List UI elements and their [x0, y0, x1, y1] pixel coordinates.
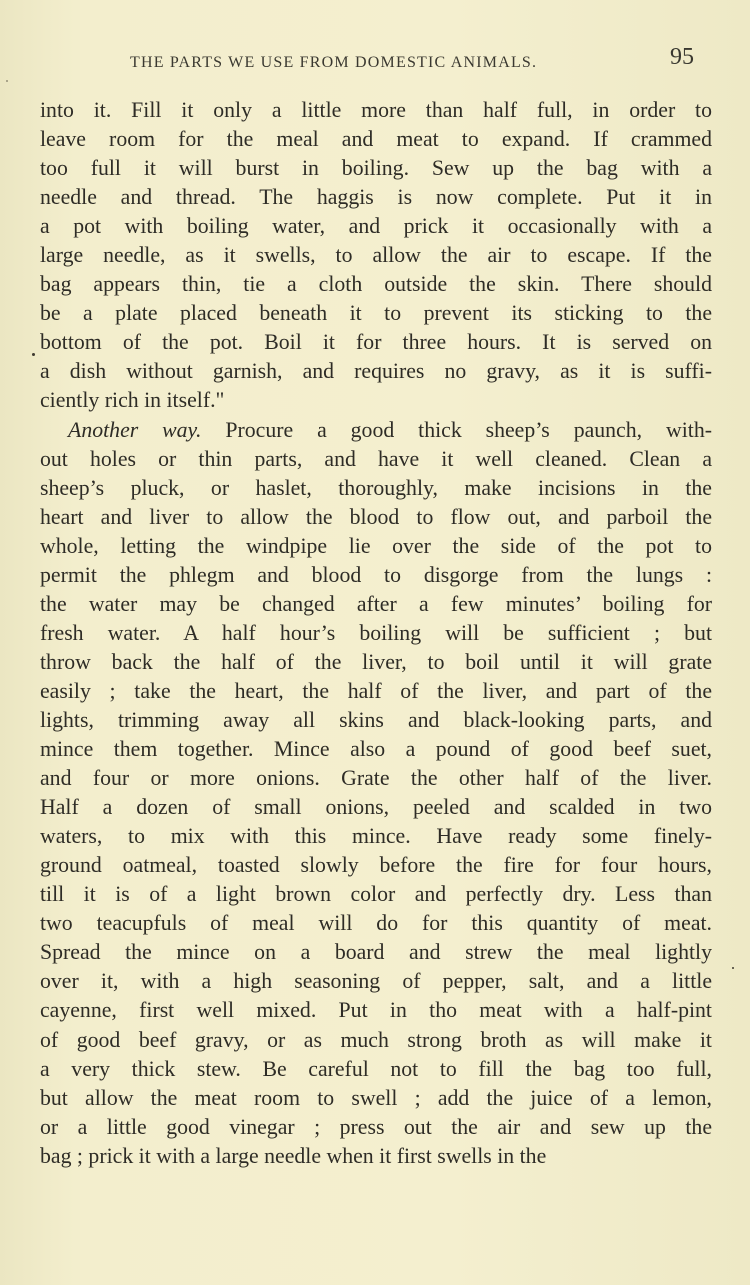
text-line: of good beef gravy, or as much strong broth as will make it [40, 1027, 712, 1052]
text-line: lights, trimming away all skins and black-looking parts, and [40, 707, 712, 732]
text-line: the water may be changed after a few minutes’ boiling for [40, 591, 712, 616]
text-line: sheep’s pluck, or haslet, thoroughly, make incisions in the [40, 475, 712, 500]
page-number: 95 [670, 44, 694, 70]
text-line: over it, with a high seasoning of pepper, salt, and a little [40, 969, 712, 994]
text-line: waters, to mix with this mince. Have ready some finely- [40, 824, 712, 849]
text-line: or a little good vinegar ; press out the air and sew up the [40, 1114, 712, 1139]
text-line: leave room for the meal and meat to expand. If crammed [40, 127, 712, 152]
text-line: heart and liver to allow the blood to flow out, and parboil the [40, 504, 712, 529]
text-line: too full it will burst in boiling. Sew up the bag with a [40, 156, 712, 181]
paragraph-2-first-line [40, 416, 712, 445]
first-line-rest: Procure a good thick sheep’s paunch, with- [201, 417, 712, 442]
page-header [0, 44, 750, 84]
text-line: till it is of a light brown color and perfectly dry. Less than [40, 882, 712, 907]
print-speck [6, 80, 8, 82]
text-line: into it. Fill it only a little more than half full, in order to [40, 98, 712, 122]
running-head: THE PARTS WE USE FROM DOMESTIC ANIMALS. [130, 54, 538, 71]
text-line: cayenne, first well mixed. Put in tho meat with a half-pint [40, 998, 712, 1023]
text-line: and four or more onions. Grate the other half of the liver. [40, 766, 712, 791]
text-line: Half a dozen of small onions, peeled and scalded in two [40, 795, 712, 820]
text-line: mince them together. Mince also a pound of good beef suet, [40, 737, 712, 762]
text-line: fresh water. A half hour’s boiling will be sufficient ; but [40, 620, 712, 645]
paragraph-1 [40, 96, 712, 416]
text-line: a dish without garnish, and requires no gravy, as it is suffi- [40, 359, 712, 384]
text-line: two teacupfuls of meal will do for this quantity of meat. [40, 911, 712, 936]
text-line: a pot with boiling water, and prick it occasionally with a [40, 214, 712, 239]
text-line: bag ; prick it with a large needle when it first swells in the [40, 1143, 547, 1168]
text-line: bag appears thin, tie a cloth outside the skin. There should [40, 272, 712, 297]
print-speck [32, 353, 35, 356]
text-line: permit the phlegm and blood to disgorge from the lungs : [40, 562, 712, 587]
text-line: ground oatmeal, toasted slowly before the fire for four hours, [40, 853, 712, 878]
text-line: a very thick stew. Be careful not to fill the bag too full, [40, 1056, 712, 1081]
text-line: throw back the half of the liver, to boil until it will grate [40, 649, 712, 674]
text-line: but allow the meat room to swell ; add the juice of a lemon, [40, 1085, 712, 1110]
print-speck [732, 967, 734, 969]
text-line: ciently rich in itself." [40, 388, 225, 413]
text-line: be a plate placed beneath it to prevent its sticking to the [40, 301, 712, 326]
text-line: easily ; take the heart, the half of the liver, and part of the [40, 678, 712, 703]
text-line: needle and thread. The haggis is now complete. Put it in [40, 185, 712, 210]
text-line: Spread the mince on a board and strew the meal lightly [40, 940, 712, 965]
paragraph-2 [40, 416, 712, 1171]
text-line: out holes or thin parts, and have it well cleaned. Clean a [40, 446, 712, 471]
body-text [40, 96, 712, 1171]
text-line: bottom of the pot. Boil it for three hours. It is served on [40, 330, 712, 355]
text-line: large needle, as it swells, to allow the air to escape. If the [40, 243, 712, 268]
italic-lead: Another way. [68, 417, 202, 442]
text-line: whole, letting the windpipe lie over the side of the pot to [40, 533, 712, 558]
